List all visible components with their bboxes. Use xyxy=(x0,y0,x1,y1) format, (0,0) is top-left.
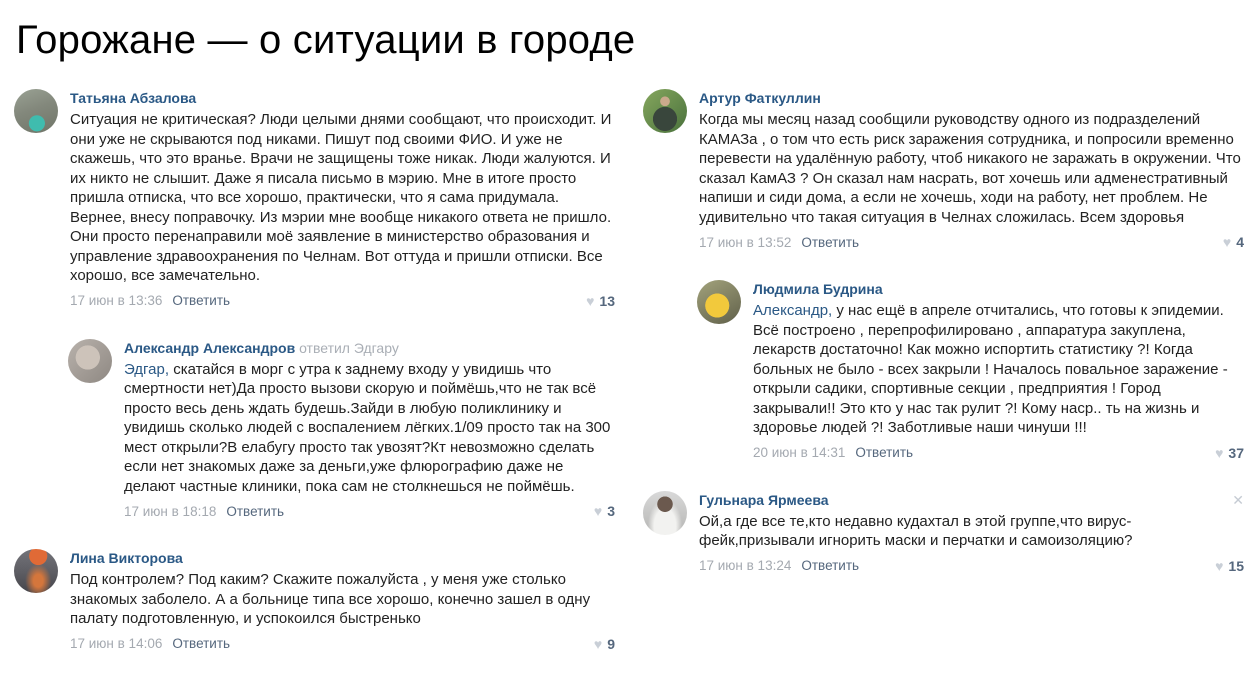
author-link[interactable]: Лина Викторова xyxy=(70,550,183,566)
comment-meta xyxy=(70,293,615,309)
author-row xyxy=(699,89,1244,107)
author-row xyxy=(753,280,1244,298)
comment-text-body: Ситуация не критическая? Люди целыми днями сообщают, что происходит. И они уже не скрываются под никами. Пишут под своими ФИО. И уже не скажешь, что это вранье. Врачи не защищены тоже никак. Люди жалуются. И их никто не слышит. Даже я писала письмо в мэрию. Мне в итоге просто пришла отписка, что все хорошо, практически, что я сама придумала. Вернее, внесу поправочку. Из мэрии мне вообще никакого ответа не пришло. Они просто перенаправили моё заявление в министерство образования и управление здравоохранения по Челнам. Вот оттуда и пришли отписки. Все хорошо, все замечательно. xyxy=(70,111,612,284)
avatar-aleksandr[interactable] xyxy=(68,339,112,383)
heart-icon: ♥ xyxy=(1215,557,1224,574)
comment-text xyxy=(70,570,615,629)
comment-content xyxy=(124,339,615,520)
replied-to-label: ответил Эдгару xyxy=(295,339,399,356)
reply-button[interactable]: Ответить xyxy=(172,636,231,651)
comment-date[interactable]: 20 июн в 14:31 xyxy=(753,445,846,460)
comment-date[interactable]: 17 июн в 13:36 xyxy=(70,293,163,308)
heart-icon: ♥ xyxy=(593,503,603,519)
comment-date[interactable]: 17 июн в 13:24 xyxy=(699,558,792,573)
avatar-artur[interactable] xyxy=(643,89,687,133)
like-button[interactable] xyxy=(594,503,615,519)
like-button[interactable] xyxy=(1223,234,1244,250)
mention-link[interactable]: Эдгар, xyxy=(124,360,170,378)
like-button[interactable] xyxy=(1215,445,1244,461)
comment-aleksandr xyxy=(68,339,615,520)
reply-button[interactable]: Ответить xyxy=(226,503,285,519)
like-count: 4 xyxy=(1236,234,1244,250)
author-row xyxy=(70,549,615,567)
comment-text-body: Под контролем? Под каким? Скажите пожалуйста , у меня уже столько знакомых заболело. А а больнице типа все хорошо, конечно зашел в одну палату подготовленную, и успокоился быстренько xyxy=(70,571,591,627)
comment-content xyxy=(753,280,1244,461)
avatar-lina[interactable] xyxy=(14,549,58,593)
comment-text xyxy=(124,360,615,497)
comment-tatyana xyxy=(14,89,615,309)
like-button[interactable] xyxy=(1215,558,1244,574)
comment-meta xyxy=(70,636,615,652)
reply-button[interactable]: Ответить xyxy=(801,234,860,250)
comment-text xyxy=(699,512,1244,551)
comment-text xyxy=(70,110,615,286)
page-title: Горожане — о ситуации в городе xyxy=(16,18,636,62)
comment-content xyxy=(70,89,615,309)
author-row xyxy=(124,339,615,357)
avatar-tatyana[interactable] xyxy=(14,89,58,133)
author-row xyxy=(70,89,615,107)
comment-text-body: Когда мы месяц назад сообщили руководству одного из подразделений КАМАЗа , о том что есть риск заражения сотрудника, и попросили временно перевести на удалённую работу, чтоб никакого не заражать в окружении. Что сказал КамАЗ ? Он сказал нам насрать, вот хочешь или адменестративный напиши и сиди дома, а если не хочешь, ходи на работу, нет проблем. Не удивительно что такая ситуация в Челнах сложилась. Всем здоровья xyxy=(699,111,1241,226)
like-count: 3 xyxy=(607,503,615,519)
author-link[interactable]: Гульнара Ярмеева xyxy=(699,491,829,508)
comment-text-body: Ой,а где все те,кто недавно кудахтал в этой группе,что вирус-фейк,призывали игнорить маски и перчатки и самоизоляцию? xyxy=(699,512,1133,549)
avatar-gulnara[interactable] xyxy=(643,491,687,535)
like-button[interactable] xyxy=(594,636,615,652)
author-link[interactable]: Татьяна Абзалова xyxy=(70,90,197,106)
mention-link[interactable]: Александр, xyxy=(753,302,833,319)
like-button[interactable] xyxy=(586,293,615,309)
comment-text-body: у нас ещё в апреле отчитались, что готовы к эпидемии. Всё построено , перепрофилировано , аппаратура закуплена, лекарств достаточно! Как можно испортить статистику ?! Когда больных не было - всех закрыли ! Началось повальное заражение - открыли садики, спортивные секции , предприятия ! Город закрывали!! Это кто у нас так рулит ?! Кому наср.. ть на жизнь и здоровье людей ?! Заботливые наши чинуши !!! xyxy=(753,302,1228,436)
comment-lyudmila xyxy=(697,280,1244,461)
comment-lina xyxy=(14,549,615,652)
comment-meta xyxy=(753,445,1244,461)
author-link[interactable]: Артур Фаткуллин xyxy=(699,90,821,106)
comment-content xyxy=(70,549,615,652)
comment-date[interactable]: 17 июн в 14:06 xyxy=(70,636,163,651)
comment-date[interactable]: 17 июн в 18:18 xyxy=(124,503,217,519)
comment-meta xyxy=(124,503,615,519)
heart-icon: ♥ xyxy=(1215,444,1224,461)
comment-gulnara xyxy=(643,491,1244,574)
author-link[interactable]: Людмила Будрина xyxy=(753,281,883,297)
close-icon[interactable]: ✕ xyxy=(1232,491,1244,508)
reply-button[interactable]: Ответить xyxy=(172,293,231,308)
heart-icon: ♥ xyxy=(593,635,603,652)
like-count: 9 xyxy=(607,635,615,652)
comment-text-body: скатайся в морг с утра к заднему входу у увидишь что смертности нет)Да просто вызови скорую и поймёшь,что не так всё просто весь день ждать будешь.Зайди в любую поликлинику и увидишь сколько людей с воспалением лёгких.1/09 просто так на 300 мест открыли?В елабугу просто так увозят?Кт невозможно сделать если нет знакомых даже за деньги,уже флюрографию даже не делают частные клиники, пока сам не столкнешься не поймёшь. xyxy=(124,360,611,495)
comments-columns xyxy=(14,89,1244,682)
author-row xyxy=(699,491,1244,509)
comment-meta xyxy=(699,558,1244,574)
comment-content xyxy=(699,89,1244,250)
right-column xyxy=(643,89,1244,682)
avatar-lyudmila[interactable] xyxy=(697,280,741,324)
author-link[interactable]: Александр Александров xyxy=(124,339,296,356)
like-count: 37 xyxy=(1228,444,1244,461)
heart-icon: ♥ xyxy=(586,292,595,309)
comment-content xyxy=(699,491,1244,574)
reply-button[interactable]: Ответить xyxy=(855,445,914,460)
reply-button[interactable]: Ответить xyxy=(801,558,860,573)
comment-meta xyxy=(699,234,1244,250)
comment-text xyxy=(753,301,1244,438)
left-column xyxy=(14,89,615,682)
like-count: 15 xyxy=(1228,557,1244,574)
like-count: 13 xyxy=(599,292,615,309)
comment-date[interactable]: 17 июн в 13:52 xyxy=(699,234,792,250)
comment-text xyxy=(699,110,1244,227)
heart-icon: ♥ xyxy=(1222,234,1232,250)
comment-artur xyxy=(643,89,1244,250)
